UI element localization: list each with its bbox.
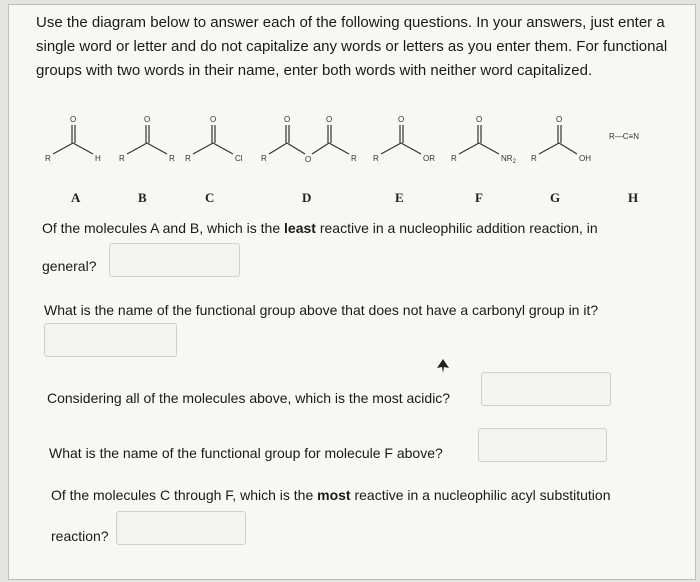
h-left: R (531, 154, 537, 163)
question-1-line2: general? (42, 258, 97, 274)
question-5: Of the molecules C through F, which is the most reactive in a nucleophilic acyl substitution (51, 487, 611, 503)
label-g: G (550, 190, 561, 205)
c-right: Cl (235, 154, 243, 163)
oxygen-d-bridge: O (305, 155, 312, 164)
question-4: What is the name of the functional group for molecule F above? (49, 445, 443, 461)
oxygen-h: O (556, 115, 563, 124)
label-a: A (71, 190, 81, 205)
label-h: H (628, 190, 639, 205)
e-left: R (351, 154, 357, 163)
answer-3-input[interactable] (481, 372, 611, 406)
f-right: OR (423, 154, 435, 163)
oxygen-b: O (144, 115, 151, 124)
g-left: R (451, 154, 457, 163)
h-right: OH (579, 154, 591, 163)
question-page (8, 4, 696, 580)
c-left: R (185, 154, 191, 163)
answer-1-input[interactable] (109, 243, 240, 277)
instructions-text: Use the diagram below to answer each of the following questions. In your answers, just enter a single word or letter and do not capitalize any words or letters as you enter them. For functional groups with two words in their name, enter both words with neither word capitalized. (36, 14, 668, 79)
answer-5-input[interactable] (116, 511, 246, 545)
question-1: Of the molecules A and B, which is the least reactive in a nucleophilic addition reaction, in (42, 220, 598, 236)
functional-groups-diagram (29, 109, 689, 179)
question-2: What is the name of the functional group above that does not have a carbonyl group in it? (44, 302, 599, 318)
oxygen-g: O (476, 115, 483, 124)
a-right: H (95, 154, 101, 163)
mouse-cursor-icon (437, 359, 449, 373)
oxygen-c: O (210, 115, 217, 124)
label-c: C (205, 190, 215, 205)
d-left: R (261, 154, 267, 163)
nitrile-formula: R—C≡N (609, 132, 639, 141)
label-b: B (138, 190, 147, 205)
oxygen-d1: O (284, 115, 291, 124)
oxygen-a: O (70, 115, 77, 124)
a-left: R (45, 154, 51, 163)
e-right: R (373, 154, 379, 163)
oxygen-d2: O (326, 115, 333, 124)
g-right: $NR_2$ (501, 154, 516, 165)
question-3: Considering all of the molecules above, which is the most acidic? (47, 390, 451, 406)
oxygen-f: O (398, 115, 405, 124)
answer-2-input[interactable] (44, 323, 177, 357)
b-left: R (119, 154, 125, 163)
label-e: E (395, 190, 404, 205)
answer-4-input[interactable] (478, 428, 607, 462)
label-d: D (302, 190, 312, 205)
b-right: R (169, 154, 175, 163)
question-5-line2: reaction? (51, 528, 109, 544)
label-f: F (475, 190, 483, 205)
